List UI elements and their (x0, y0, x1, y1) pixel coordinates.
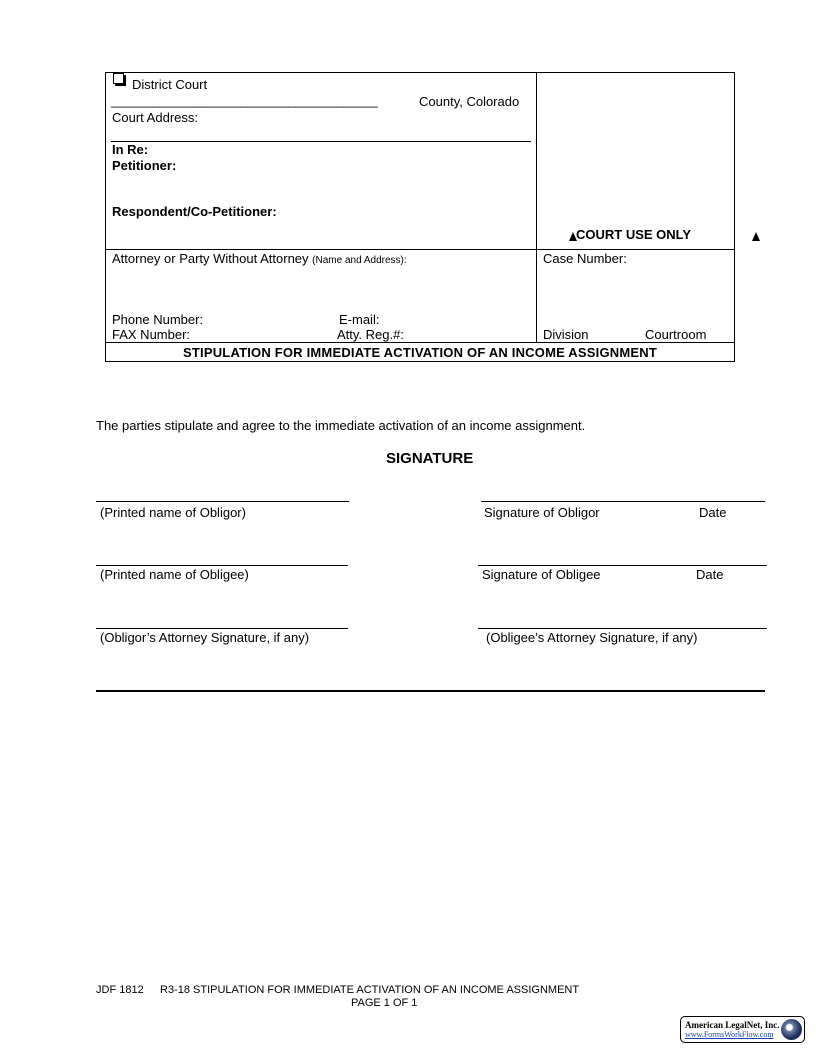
district-court-checkbox[interactable] (113, 73, 124, 84)
signature-obligee-line[interactable] (478, 565, 767, 566)
section-divider (96, 690, 765, 692)
county-label: County, Colorado (419, 94, 520, 109)
printed-obligor-line[interactable] (96, 501, 349, 502)
county-blank: _______________________________________ (111, 93, 378, 108)
logo-company: American LegalNet, Inc. (685, 1020, 780, 1030)
court-use-only-label: COURT USE ONLY (576, 227, 692, 242)
atty-reg-label: Atty. Reg.#: (337, 327, 404, 342)
form-title: STIPULATION FOR IMMEDIATE ACTIVATION OF AN INCOME ASSIGNMENT (183, 345, 657, 360)
obligee-attorney-label: (Obligee’s Attorney Signature, if any) (486, 630, 698, 645)
respondent-label: Respondent/Co-Petitioner: (112, 204, 277, 219)
obligor-attorney-label: (Obligor’s Attorney Signature, if any) (100, 630, 310, 645)
email-label: E-mail: (339, 312, 380, 327)
globe-icon (781, 1019, 802, 1040)
logo-badge[interactable] (680, 1016, 805, 1043)
court-address-underline (111, 141, 531, 142)
caption-rule-mid (105, 249, 735, 250)
attorney-label-sub: (Name and Address) (312, 255, 404, 266)
printed-obligor-label: (Printed name of Obligor) (100, 505, 246, 520)
attorney-label (112, 251, 407, 266)
signature-obligee-label: Signature of Obligee (482, 567, 601, 582)
court-address-label: Court Address: (112, 110, 198, 125)
date-label-1: Date (699, 505, 727, 520)
phone-label: Phone Number: (112, 312, 204, 327)
printed-obligee-line[interactable] (96, 565, 348, 566)
printed-obligee-label: (Printed name of Obligee) (100, 567, 249, 582)
obligor-attorney-line[interactable] (96, 628, 348, 629)
footer-page: PAGE 1 OF 1 (351, 997, 418, 1009)
petitioner-label: Petitioner: (112, 158, 177, 173)
case-number-label: Case Number: (543, 251, 627, 266)
signature-obligor-label: Signature of Obligor (484, 505, 600, 520)
attorney-label-colon: : (403, 255, 407, 266)
signature-obligor-line[interactable] (481, 501, 765, 502)
caption-rule-title (105, 342, 735, 343)
division-label: Division (543, 327, 589, 342)
obligee-attorney-line[interactable] (478, 628, 767, 629)
in-re-label: In Re: (112, 142, 149, 157)
margin-arrow-icon (752, 232, 760, 241)
signature-heading: SIGNATURE (386, 450, 474, 467)
courtroom-label: Courtroom (645, 327, 707, 342)
attorney-label-main: Attorney or Party Without Attorney (112, 251, 309, 266)
caption-divider (536, 72, 537, 342)
footer-form-title: R3-18 STIPULATION FOR IMMEDIATE ACTIVATION OF AN INCOME ASSIGNMENT (160, 984, 580, 996)
logo-url[interactable]: www.FormsWorkFlow.com (685, 1030, 774, 1039)
date-label-2: Date (696, 567, 724, 582)
fax-label: FAX Number: (112, 327, 191, 342)
footer-form-number: JDF 1812 (96, 984, 144, 996)
district-court-label: District Court (132, 77, 208, 92)
stipulation-statement: The parties stipulate and agree to the immediate activation of an income assignment. (96, 418, 586, 433)
